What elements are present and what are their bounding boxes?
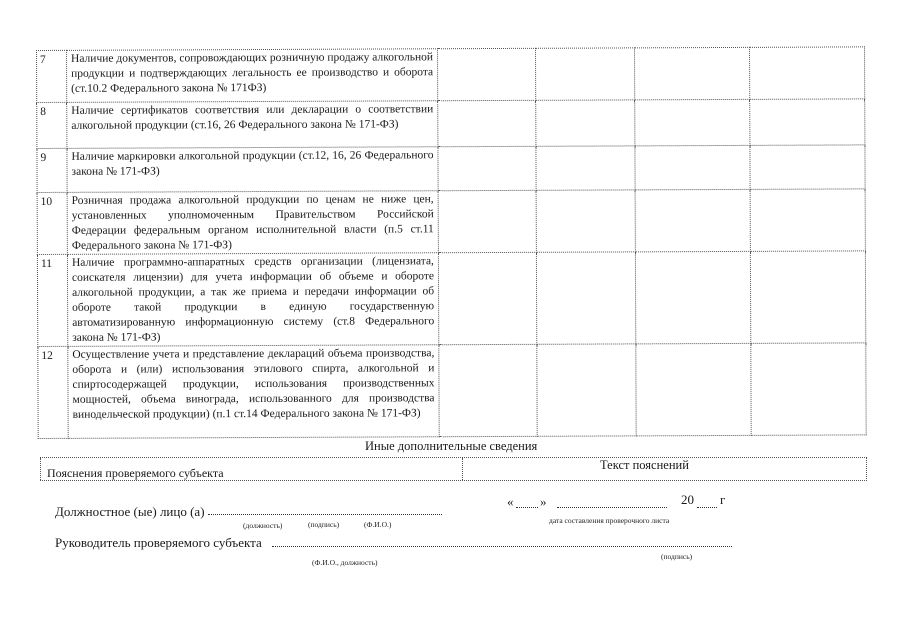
- answer-cell[interactable]: [635, 145, 750, 190]
- table-row: [37, 251, 865, 347]
- answer-cell[interactable]: [750, 99, 865, 146]
- row-number: 12: [38, 346, 68, 438]
- answer-cell[interactable]: [749, 47, 864, 100]
- row-number: 7: [37, 50, 67, 102]
- date-month-field[interactable]: [557, 507, 667, 508]
- official-caption-name: (Ф.И.О.): [364, 520, 392, 529]
- head-caption-signature: (подпись): [661, 552, 693, 561]
- row-requirement: Осуществление учета и представление деклараций объема производства, оборота и (или) использования этилового спирта, алкогольной и спиртосодержащей продукции, использования производственных мощностей, объема винограда, использованного для производства винодельческой продукции) (п.1 ст.14 Федерального закона № 171-ФЗ): [68, 345, 439, 439]
- answer-cell[interactable]: [438, 252, 536, 344]
- answer-cell[interactable]: [536, 252, 635, 344]
- answer-cell[interactable]: [750, 189, 865, 252]
- explanations-row: [40, 457, 867, 481]
- answer-cell[interactable]: [438, 146, 536, 190]
- official-caption-signature: (подпись): [308, 520, 340, 529]
- answer-cell[interactable]: [535, 48, 634, 100]
- answer-cell[interactable]: [751, 343, 866, 436]
- answer-cell[interactable]: [750, 251, 865, 344]
- row-number: 11: [37, 254, 67, 346]
- date-caption: дата составления проверочного листа: [549, 516, 670, 525]
- table-row: [37, 47, 865, 103]
- row-number: 8: [37, 102, 67, 148]
- head-label: Руководитель проверяемого субъекта: [55, 535, 262, 550]
- row-requirement: Наличие документов, сопровождающих розничную продажу алкогольной продукции и подтверждающих легальность ее производство и оборота (ст.10.2 Федерального закона № 171ФЗ): [67, 49, 438, 103]
- answer-cell[interactable]: [438, 190, 536, 252]
- answer-cell[interactable]: [536, 190, 635, 252]
- row-requirement: Наличие программно-аппаратных средств организации (лицензиата, соискателя лицензии) для учета информации об объеме и обороте алкогольной продукции, а так же приема и передачи информации об обороте такой продукции в единую государственную автоматизированную информационную систему (ст.8 Федерального закона № 171-ФЗ): [67, 253, 438, 347]
- official-label: Должностное (ые) лицо (а): [55, 504, 205, 519]
- checklist-table: [36, 46, 867, 439]
- official-caption-position: (должность): [243, 521, 283, 530]
- answer-cell[interactable]: [439, 344, 537, 436]
- answer-cell[interactable]: [635, 99, 750, 146]
- answer-cell[interactable]: [635, 189, 750, 252]
- answer-cell[interactable]: [437, 48, 535, 100]
- row-number: 10: [37, 192, 67, 254]
- answer-cell[interactable]: [636, 343, 751, 436]
- date-open-quote: «: [507, 494, 514, 509]
- table-row: [38, 343, 866, 439]
- answer-cell[interactable]: [635, 251, 750, 344]
- answer-cell[interactable]: [537, 344, 636, 436]
- official-signature-line[interactable]: [208, 514, 442, 515]
- explanations-text-header: Текст пояснений: [600, 458, 689, 472]
- row-number: 9: [37, 148, 67, 192]
- date-year-prefix: 20: [681, 492, 694, 507]
- row-requirement: Розничная продажа алкогольной продукции по ценам не ниже цен, установленных уполномоченным Правительством Российской Федерации федеральным органом исполнительной власти (п.5 ст.11 Федерального закона № 171-ФЗ): [67, 191, 438, 255]
- table-row: [37, 189, 865, 255]
- date-year-suffix: г: [720, 492, 726, 507]
- date-day-field[interactable]: [516, 507, 538, 508]
- table-row: [37, 99, 865, 149]
- head-signature-line[interactable]: [272, 546, 732, 547]
- answer-cell[interactable]: [634, 47, 749, 100]
- extra-info-title: Иные дополнительные сведения: [365, 439, 538, 453]
- answer-cell[interactable]: [536, 100, 635, 146]
- explanations-label-cell: [40, 458, 463, 480]
- date-year-field[interactable]: [697, 507, 717, 508]
- explanations-label: Пояснения проверяемого субъекта: [47, 466, 224, 480]
- answer-cell[interactable]: [438, 100, 536, 146]
- answer-cell[interactable]: [536, 146, 635, 190]
- head-caption-name: (Ф.И.О., должность): [312, 558, 378, 567]
- table-row: [37, 145, 865, 193]
- row-requirement: Наличие сертификатов соответствия или декларации о соответствии алкогольной продукции (ст.16, 26 Федерального закона № 171-ФЗ): [67, 101, 438, 149]
- answer-cell[interactable]: [750, 145, 865, 190]
- date-close-quote: »: [540, 494, 547, 509]
- row-requirement: Наличие маркировки алкогольной продукции (ст.12, 16, 26 Федерального закона № 171-ФЗ): [67, 147, 438, 193]
